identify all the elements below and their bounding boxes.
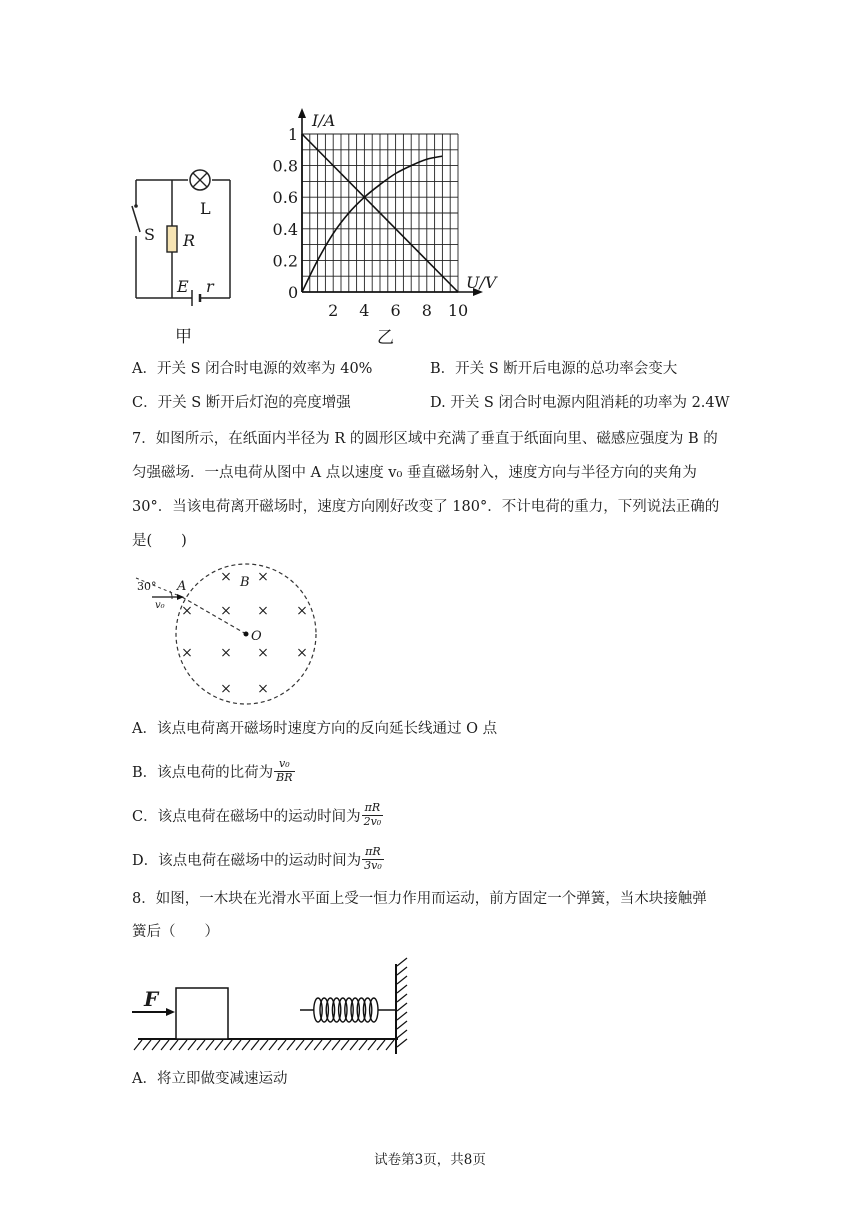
q8-option-a: A．将立即做变减速运动 [132, 1071, 288, 1087]
q7-option-a: A．该点电荷离开磁场时速度方向的反向延长线通过 O 点 [132, 721, 498, 737]
q7-option-d-fraction [362, 846, 384, 872]
label-s: S [144, 225, 155, 244]
q7-option-c [132, 798, 383, 832]
cross-mark: × [296, 645, 308, 661]
center-point-o [244, 632, 249, 637]
magnetic-field-diagram [132, 560, 332, 710]
x-tick-label: 6 [390, 301, 401, 320]
angle-label: 30° [137, 580, 157, 593]
q7-option-b-text: B．该点电荷的比荷为 [132, 764, 274, 781]
switch-s [132, 206, 140, 232]
cross-mark: × [220, 603, 232, 619]
q6-option-c: C．开关 S 断开后灯泡的亮度增强 [132, 395, 351, 411]
cross-mark: × [257, 569, 269, 585]
q7-option-c-text: C．该点电荷在磁场中的运动时间为 [132, 808, 361, 825]
y-tick-label: 0.2 [272, 251, 298, 271]
hatch-line [215, 1040, 223, 1050]
hatch-line [386, 1040, 394, 1050]
hatch-line [377, 1040, 385, 1050]
iu-graph-yi [272, 100, 510, 350]
fraction-denominator: 3v₀ [364, 858, 382, 872]
y-tick-label: 1 [287, 125, 298, 144]
y-tick-label: 0.4 [272, 219, 298, 239]
q7-stem-line-3: 30°．当该电荷离开磁场时，速度方向刚好改变了 180°．不计电荷的重力，下列说法正确的 [132, 499, 720, 515]
hatch-line [170, 1040, 178, 1050]
cross-mark: × [220, 569, 232, 585]
hatch-line [305, 1040, 313, 1050]
q7-stem-line-2: 匀强磁场．一点电荷从图中 A 点以速度 v₀ 垂直磁场射入，速度方向与半径方向的夹角为 [132, 465, 697, 481]
hatch-line [350, 1040, 358, 1050]
cross-mark: × [296, 603, 308, 619]
hatch-line [260, 1040, 268, 1050]
hatch-line [368, 1040, 376, 1050]
cross-mark: × [257, 645, 269, 661]
hatch-line [397, 976, 407, 984]
block-spring-diagram [128, 960, 418, 1060]
y-tick-label: 0.8 [272, 156, 298, 176]
v0-label: v₀ [155, 600, 165, 611]
label-r-internal: r [206, 277, 214, 296]
q7-option-c-fraction [362, 802, 384, 828]
cross-mark: × [257, 603, 269, 619]
hatch-line [314, 1040, 322, 1050]
wall-hatch [397, 958, 407, 1047]
q6-option-a: A．开关 S 闭合时电源的效率为 40% [132, 361, 373, 377]
hatch-line [134, 1040, 142, 1050]
hatch-line [397, 1012, 407, 1020]
ground-hatch [134, 1040, 394, 1050]
point-a-label: A [177, 579, 187, 594]
hatch-line [397, 967, 407, 975]
q7-stem-line-1: 7．如图所示，在纸面内半径为 R 的圆形区域中充满了垂直于纸面向里、磁感应强度为 B 的 [132, 431, 718, 447]
fraction-denominator: 2v₀ [363, 814, 382, 828]
q7-option-d-text: D．该点电荷在磁场中的运动时间为 [132, 852, 362, 869]
hatch-line [197, 1040, 205, 1050]
fraction-denominator: BR [276, 770, 293, 784]
q7-stem-line-4: 是( ) [132, 533, 187, 549]
x-tick-label: 4 [359, 301, 370, 320]
tick-label-origin: 0 [288, 283, 299, 302]
page-footer: 试卷第3页，共8页 [374, 1152, 486, 1168]
x-tick-label: 2 [328, 301, 339, 320]
fraction-numerator: πR [362, 802, 384, 816]
spring-coil [370, 998, 378, 1022]
hatch-line [397, 985, 407, 993]
y-axis-label: I/A [312, 111, 336, 130]
hatch-line [152, 1040, 160, 1050]
hatch-line [397, 1030, 407, 1038]
hatch-line [206, 1040, 214, 1050]
caption-yi: 乙 [377, 328, 394, 348]
x-tick-label: 10 [447, 301, 469, 320]
hatch-line [251, 1040, 259, 1050]
q7-option-d [132, 842, 384, 876]
wooden-block [176, 988, 228, 1039]
center-o-label: O [251, 629, 262, 644]
hatch-line [143, 1040, 151, 1050]
hatch-line [269, 1040, 277, 1050]
fraction-numerator: πR [362, 846, 384, 860]
hatch-line [341, 1040, 349, 1050]
hatch-line [287, 1040, 295, 1050]
q6-option-d: D. 开关 S 闭合时电源内阻消耗的功率为 2.4W [430, 395, 730, 411]
y-tick-label: 0.6 [272, 188, 298, 208]
circuit-diagram-jia [120, 160, 240, 350]
q7-option-b [132, 754, 295, 788]
hatch-line [188, 1040, 196, 1050]
label-l: L [200, 199, 211, 218]
hatch-line [224, 1040, 232, 1050]
hatch-line [323, 1040, 331, 1050]
q8-stem-line-2: 簧后（ ） [132, 924, 219, 940]
hatch-line [359, 1040, 367, 1050]
spring-icon [314, 998, 378, 1022]
x-axis-label: U/V [466, 273, 497, 292]
cross-mark: × [220, 645, 232, 661]
hatch-line [397, 994, 407, 1002]
hatch-line [397, 1039, 407, 1047]
q8-stem-line-1: 8．如图，一木块在光滑水平面上受一恒力作用而运动，前方固定一个弹簧，当木块接触弹 [132, 891, 707, 907]
hatch-line [397, 1003, 407, 1011]
hatch-line [179, 1040, 187, 1050]
hatch-line [397, 1021, 407, 1029]
hatch-line [233, 1040, 241, 1050]
hatch-line [332, 1040, 340, 1050]
hatch-line [296, 1040, 304, 1050]
force-label: F [144, 987, 159, 1011]
caption-jia: 甲 [175, 327, 192, 347]
hatch-line [242, 1040, 250, 1050]
q7-option-b-fraction [274, 758, 294, 784]
resistor-r [167, 226, 177, 252]
cross-mark: × [220, 681, 232, 697]
x-tick-label: 8 [421, 301, 432, 320]
label-r-resistor: R [183, 231, 196, 250]
cross-mark: × [257, 681, 269, 697]
cross-mark: × [181, 645, 193, 661]
field-b-label: B [240, 575, 250, 590]
fraction-numerator: v₀ [274, 758, 294, 772]
cross-mark: × [181, 603, 193, 619]
y-axis-arrow [298, 108, 306, 118]
label-e: E [177, 277, 189, 296]
hatch-line [397, 958, 407, 966]
hatch-line [161, 1040, 169, 1050]
hatch-line [278, 1040, 286, 1050]
q6-option-b: B．开关 S 断开后电源的总功率会变大 [430, 361, 678, 377]
